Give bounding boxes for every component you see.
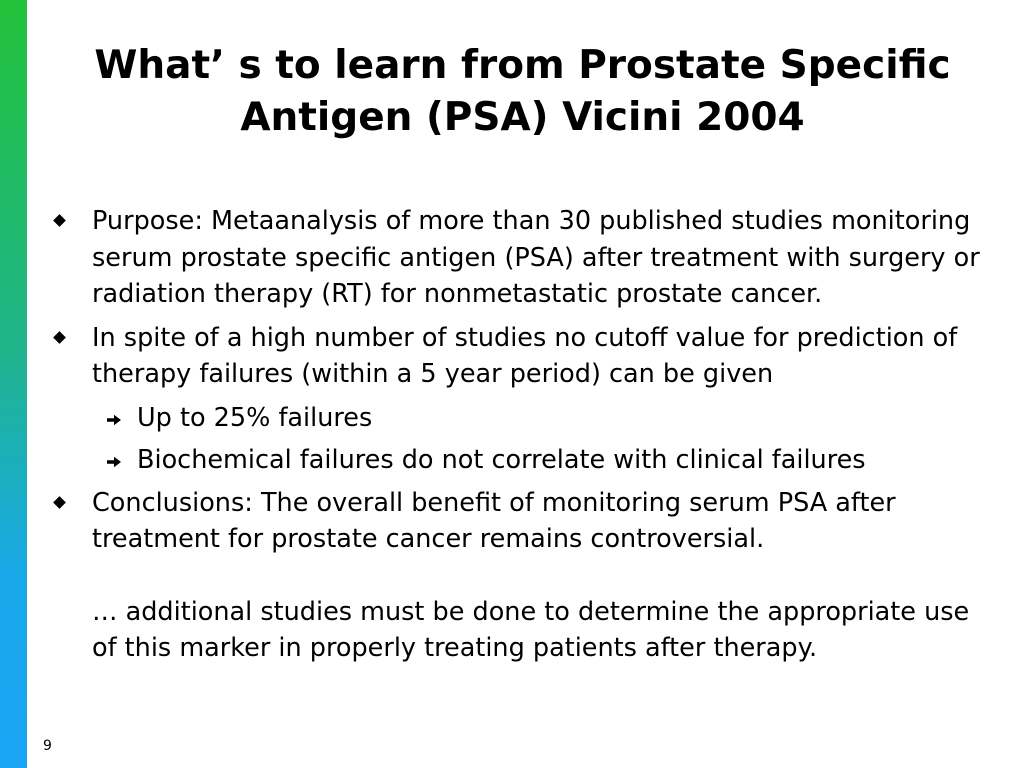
diamond-bullet-icon [53, 331, 66, 344]
bullet-item-conclusions [50, 485, 1000, 667]
sub-bullet-item-correlation [50, 442, 1000, 479]
page-number: 9 [43, 738, 52, 754]
sub-bullet-text: Up to 25% failures [137, 402, 373, 433]
arrow-right-icon [106, 456, 122, 468]
side-gradient-bar [0, 0, 27, 768]
arrow-right-icon [106, 414, 122, 426]
sub-bullet-text: Biochemical failures do not correlate with clinical failures [137, 445, 866, 475]
diamond-bullet-icon [53, 214, 66, 227]
bullet-text: In spite of a high number of studies no cutoff value for prediction of therapy failures (within a 5 year period) can be given [92, 322, 958, 389]
paragraph-spacer [92, 558, 1000, 594]
closing-note: … additional studies must be done to determine the appropriate use of this marker in properly treating patients after therapy. [92, 596, 970, 663]
slide-title [40, 40, 1005, 144]
bullet-item-cutoff [50, 320, 1000, 393]
title-line-2: Antigen (PSA) Vicini 2004 [240, 95, 805, 140]
diamond-bullet-icon [53, 496, 66, 509]
sub-bullet-item-failures [50, 400, 1000, 437]
bullet-item-purpose [50, 203, 1000, 313]
slide-content [50, 203, 1000, 674]
bullet-text: Conclusions: The overall benefit of monitoring serum PSA after treatment for prostate cancer remains controversial. [92, 487, 896, 554]
bullet-text: Purpose: Metaanalysis of more than 30 published studies monitoring serum prostate specific antigen (PSA) after treatment with surgery or radiation therapy (RT) for nonmetastatic prostate cancer. [92, 206, 980, 309]
title-line-1: What’ s to learn from Prostate Specific [94, 43, 951, 88]
